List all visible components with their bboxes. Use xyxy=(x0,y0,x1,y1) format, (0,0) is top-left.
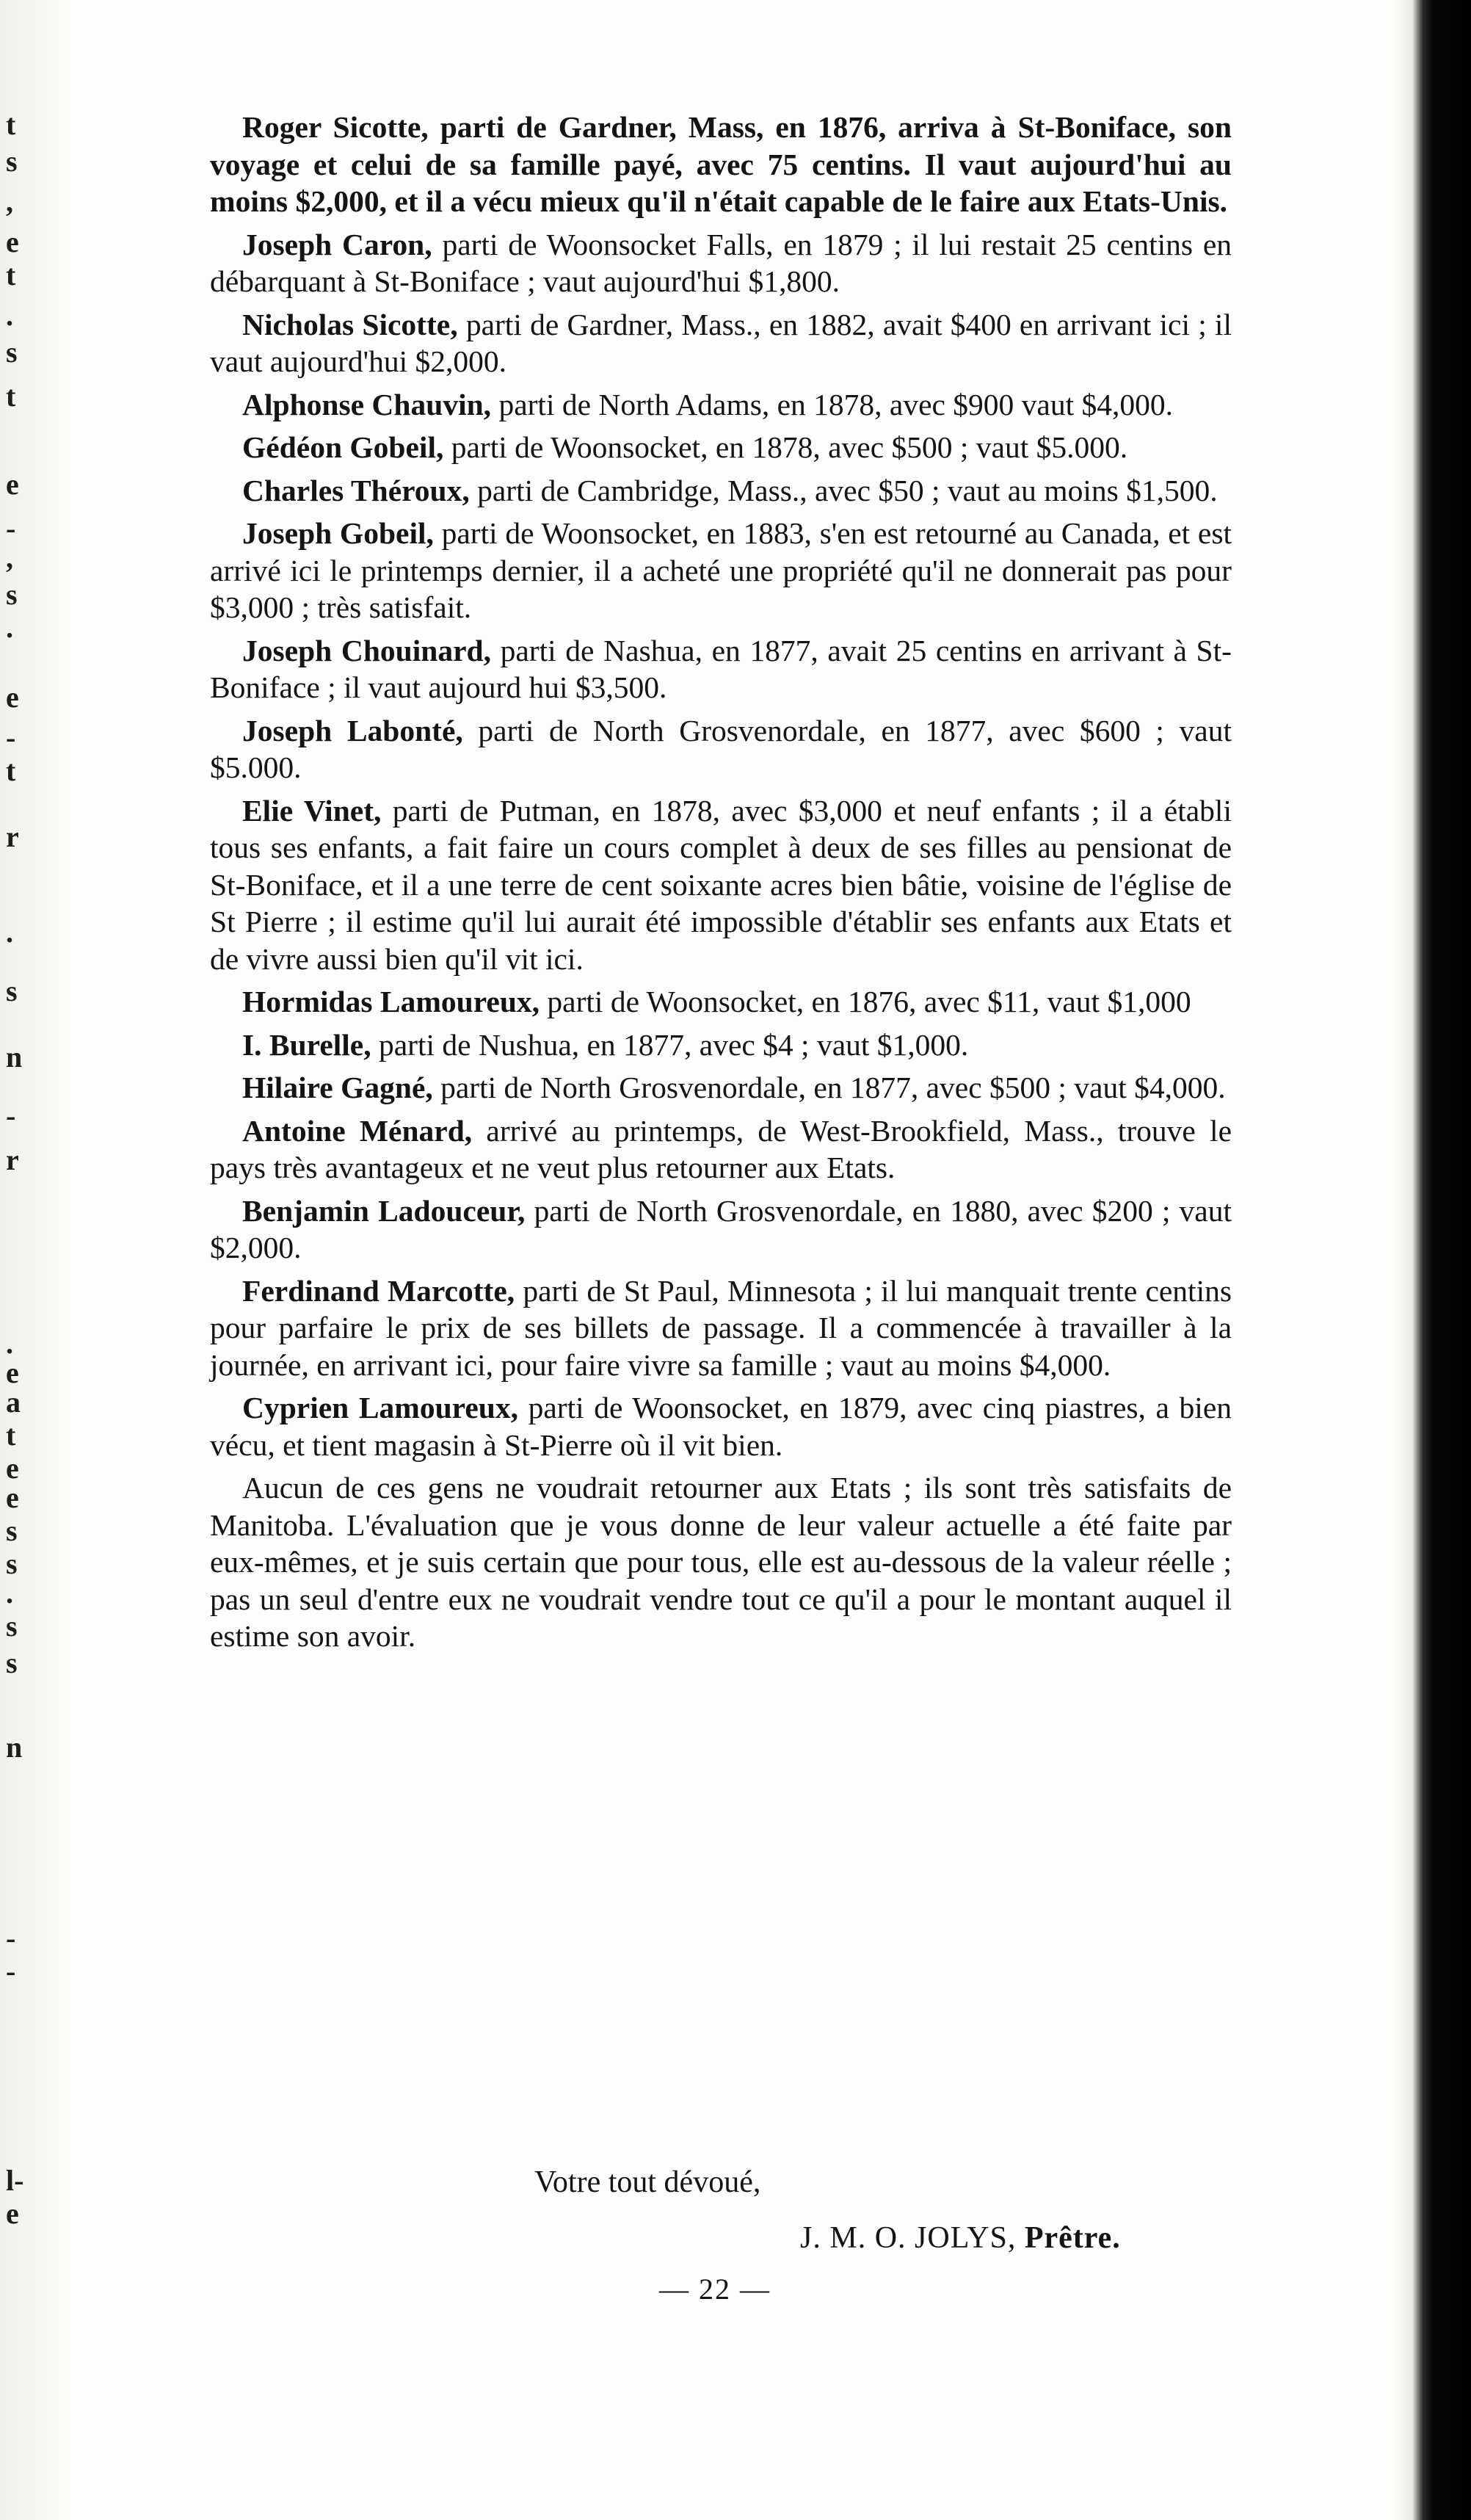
margin-fragment: - xyxy=(6,1955,16,1988)
closing-line: Votre tout dévoué, xyxy=(534,2165,761,2199)
testimonial-paragraph xyxy=(210,1389,1232,1463)
paragraph-text: arrivé au printemps, de West-Brookfield, Mass., trouve le pays très avantageux et ne veut plus retourner aux Etats. xyxy=(210,1113,1232,1184)
margin-fragment: t xyxy=(6,258,16,292)
testimonial-paragraph xyxy=(210,1192,1232,1267)
margin-fragment: e xyxy=(6,1481,19,1514)
margin-fragment: - xyxy=(6,721,16,754)
margin-fragment: . xyxy=(6,1327,13,1360)
paragraph-text: parti de Woonsocket, en 1878, avec $500 ; vaut $5.000. xyxy=(443,430,1128,464)
paragraph-text: parti de North Grosvenordale, en 1877, avec $500 ; vaut $4,000. xyxy=(432,1071,1226,1104)
person-name: Cyprien Lamoureux, xyxy=(242,1391,518,1424)
paragraph-text: parti de Nushua, en 1877, avec $4 ; vaut $1,000. xyxy=(371,1027,969,1062)
testimonial-paragraph xyxy=(210,386,1232,424)
margin-fragment: n xyxy=(6,1040,23,1073)
margin-fragment: . xyxy=(6,916,13,949)
testimonial-paragraph xyxy=(210,109,1232,220)
person-name: Joseph Gobeil, xyxy=(242,516,434,550)
paragraph-text: parti de Nashua, en 1877, avait 25 centins en arrivant à St-Boniface ; il vaut aujourd hui $3,500. xyxy=(210,633,1232,704)
margin-fragment: e xyxy=(6,225,19,258)
margin-fragment: s xyxy=(6,1646,18,1679)
testimonial-paragraph xyxy=(210,983,1232,1021)
margin-fragment: r xyxy=(6,820,19,853)
paragraph-text: parti de Putman, en 1878, avec $3,000 et neuf enfants ; il a établi tous ses enfants, a fait faire un cours complet à deux de ses filles au pensionat de St-Boniface, et il a une terre de cent soixante acres bien bâtie, voisine de l'église de St Pierre ; il estime qu'il lui aurait été impossible d'établir ses enfants aux Etats et de vivre aussi bien qu'il vit ici. xyxy=(210,793,1232,976)
testimonial-paragraph xyxy=(210,632,1232,706)
testimonial-paragraph xyxy=(210,472,1232,510)
person-name: Charles Théroux, xyxy=(242,473,470,507)
margin-fragment: e xyxy=(6,681,19,714)
signature-title: Prêtre. xyxy=(1024,2221,1121,2255)
margin-fragment: a xyxy=(6,1386,21,1419)
margin-fragment: s xyxy=(6,1610,18,1643)
person-name: Joseph Chouinard, xyxy=(242,633,491,667)
testimonial-paragraph xyxy=(210,712,1232,786)
person-name: Gédéon Gobeil, xyxy=(242,430,444,464)
page-body xyxy=(210,109,1232,1661)
margin-fragment: . xyxy=(6,299,13,332)
margin-fragment: , xyxy=(6,541,13,574)
testimonial-paragraph xyxy=(210,792,1232,978)
margin-fragment: . xyxy=(6,611,13,644)
paragraph-text: parti de St Paul, Minnesota ; il lui manquait trente centins pour parfaire le prix de ses billets de passage. Il a commencée à travailler à la journée, en arrivant ici, pour faire vivre sa famille ; vaut au moins $4,000. xyxy=(210,1273,1232,1382)
margin-fragment: t xyxy=(6,1419,16,1452)
margin-fragment: . xyxy=(6,1576,13,1610)
margin-fragment: e xyxy=(6,468,19,501)
margin-fragment: e xyxy=(6,1356,19,1389)
margin-fragment: t xyxy=(6,108,16,141)
margin-fragment: l- xyxy=(6,2164,24,2197)
person-name: I. Burelle, xyxy=(242,1027,371,1062)
paragraph-text: parti de Woonsocket Falls, en 1879 ; il lui restait 25 centins en débarquant à St-Boniface ; vaut aujourd'hui $1,800. xyxy=(210,227,1232,298)
signature xyxy=(800,2220,1121,2256)
paragraph-text: parti de Woonsocket, en 1883, s'en est retourné au Canada, et est arrivé ici le printemps dernier, il a acheté une propriété qu'il ne donnerait pas pour $3,000 ; très satisfait. xyxy=(210,516,1232,624)
paragraph-text: Aucun de ces gens ne voudrait retourner aux Etats ; ils sont très satisfaits de Manitoba. L'évaluation que je vous donne de leur valeur actuelle a été faite par eux-mêmes, et je suis certain que pour tous, elle est au-dessous de la valeur réelle ; pas un seul d'entre eux ne voudrait vendre tout ce qu'il a pour le montant auquel il estime son avoir. xyxy=(210,1471,1232,1653)
margin-fragment: s xyxy=(6,336,18,369)
person-name: Hormidas Lamoureux, xyxy=(242,985,540,1018)
margin-fragment: , xyxy=(6,185,13,218)
scan-edge xyxy=(1412,0,1471,2520)
person-name: Joseph Caron, xyxy=(242,227,432,261)
paragraph-text: parti de Gardner, Mass, en 1876, arriva à St-Boniface, son voyage et celui de sa famille payé, avec 75 centins. Il vaut aujourd'hui au moins $2,000, et il a vécu mieux qu'il n'était capable de le faire aux Etats-Unis. xyxy=(210,110,1232,218)
margin-fragment: r xyxy=(6,1143,19,1176)
person-name: Elie Vinet, xyxy=(242,793,382,828)
margin-fragment: - xyxy=(6,1099,16,1132)
paragraph-text: parti de North Grosvenordale, en 1880, avec $200 ; vaut $2,000. xyxy=(210,1193,1232,1264)
person-name: Joseph Labonté, xyxy=(242,713,463,747)
testimonial-paragraph xyxy=(210,1469,1232,1655)
testimonial-paragraph xyxy=(210,1069,1232,1107)
testimonial-paragraph xyxy=(210,1027,1232,1064)
margin-fragment: t xyxy=(6,380,16,413)
testimonial-paragraph xyxy=(210,1112,1232,1187)
person-name: Roger Sicotte, xyxy=(242,110,429,144)
margin-fragment: - xyxy=(6,1922,16,1955)
paragraph-text: parti de North Adams, en 1878, avec $900 vaut $4,000. xyxy=(491,387,1174,421)
margin-fragment: e xyxy=(6,2197,19,2230)
paragraph-text: parti de North Grosvenordale, en 1877, avec $600 ; vaut $5.000. xyxy=(210,713,1232,784)
paragraph-text: parti de Woonsocket, en 1879, avec cinq piastres, a bien vécu, et tient magasin à St-Pierre où il vit bien. xyxy=(210,1391,1232,1462)
left-margin-fragments xyxy=(0,0,68,2520)
signature-name: J. M. O. JOLYS, xyxy=(800,2221,1017,2255)
person-name: Benjamin Ladouceur, xyxy=(242,1193,526,1228)
testimonial-paragraph xyxy=(210,429,1232,466)
person-name: Ferdinand Marcotte, xyxy=(242,1273,515,1308)
margin-fragment: s xyxy=(6,578,18,611)
margin-fragment: s xyxy=(6,1514,18,1547)
margin-fragment: s xyxy=(6,145,18,178)
scan-edge-shadow xyxy=(1393,0,1412,2520)
margin-fragment: t xyxy=(6,754,16,787)
paragraph-text: parti de Woonsocket, en 1876, avec $11, vaut $1,000 xyxy=(540,985,1191,1018)
paragraph-text: parti de Cambridge, Mass., avec $50 ; vaut au moins $1,500. xyxy=(469,473,1218,507)
margin-fragment: - xyxy=(6,512,16,545)
person-name: Hilaire Gagné, xyxy=(242,1071,433,1104)
testimonial-paragraph xyxy=(210,1272,1232,1384)
testimonial-paragraph xyxy=(210,515,1232,626)
page-number: — 22 — xyxy=(659,2273,771,2306)
margin-fragment: n xyxy=(6,1731,23,1764)
paragraph-text: parti de Gardner, Mass., en 1882, avait $400 en arrivant ici ; il vaut aujourd'hui $2,000. xyxy=(210,307,1232,378)
margin-fragment: e xyxy=(6,1452,19,1485)
person-name: Nicholas Sicotte, xyxy=(242,307,458,341)
person-name: Antoine Ménard, xyxy=(242,1113,473,1148)
testimonial-paragraph xyxy=(210,226,1232,300)
person-name: Alphonse Chauvin, xyxy=(242,387,492,421)
margin-fragment: s xyxy=(6,1547,18,1580)
testimonial-paragraph xyxy=(210,306,1232,380)
margin-fragment: s xyxy=(6,974,18,1007)
